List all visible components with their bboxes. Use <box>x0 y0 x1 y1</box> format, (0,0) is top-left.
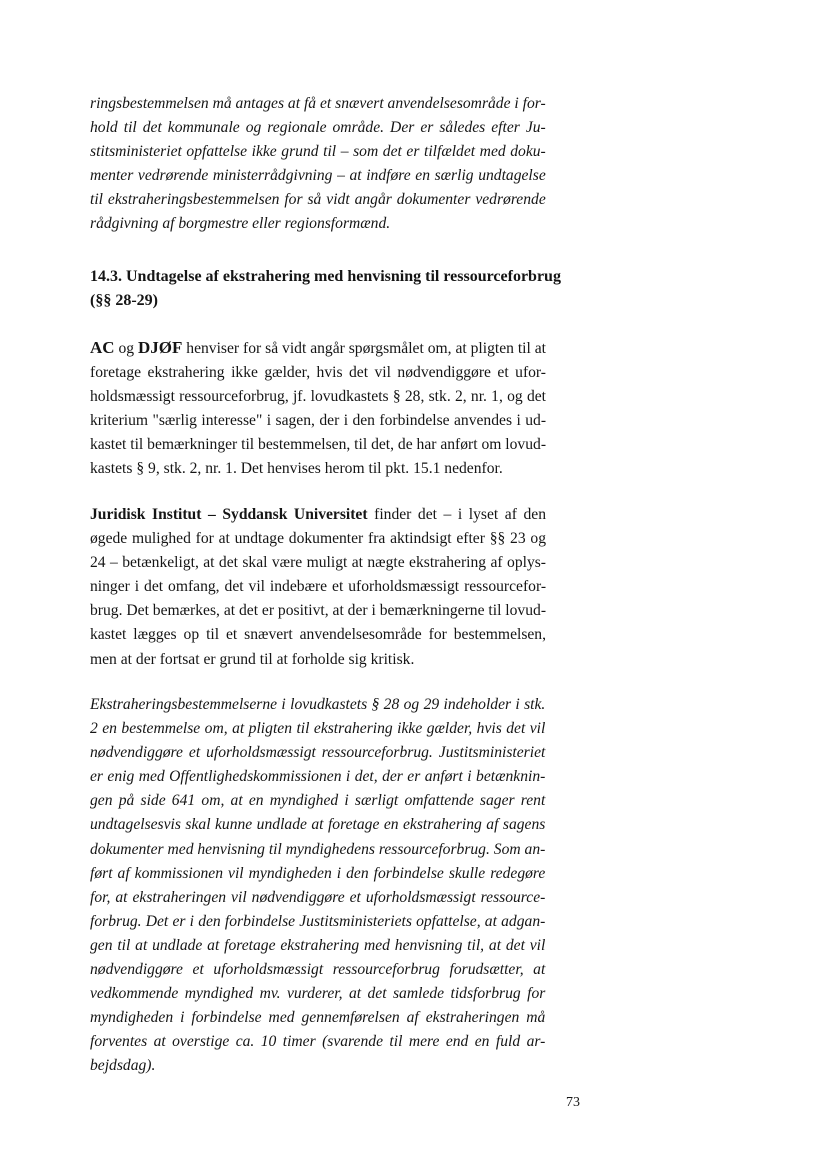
org-name-djof: DJØF <box>137 338 183 357</box>
paragraph-ac-djof <box>90 336 546 482</box>
text-line: forbrug. Det er i den forbindelse Justitsministeriets opfattelse, at adgan- <box>90 912 546 930</box>
text-line: kastet lægges op til et snævert anvendelsesområde for bestemmelsen, <box>90 626 547 644</box>
text-line: foretage ekstrahering ikke gælder, hvis det vil nødvendiggøre et ufor- <box>90 364 547 382</box>
text-line: ringsbestemmelsen må antages at få et snævert anvendelsesområde i for- <box>90 95 546 112</box>
text-line: ført af kommissionen vil myndigheden i den forbindelse skulle redegøre <box>90 864 546 882</box>
text-line: kastet til bemærkninger til bestemmelsen, til det, de har anført om lovud- <box>90 436 547 454</box>
text-fragment: finder det – i lyset af den <box>367 506 546 523</box>
text-line: er enig med Offentlighedskommissionen i det, der er anført i betænknin- <box>90 768 546 786</box>
text-line: for, at ekstraheringen vil nødvendiggøre et uforholdsmæssigt ressource- <box>90 888 546 906</box>
text-line: hold til det kommunale og regionale område. Der er således efter Ju- <box>90 119 546 137</box>
text-line: menter vedrørende ministerrådgivning – at indføre en særlig undtagelse <box>90 167 546 185</box>
text-line: kriterium "særlig interesse" i sagen, der i den forbindelse anvendes i ud- <box>90 412 547 430</box>
org-name-juridisk-institut: Juridisk Institut – Syddansk Universitet <box>90 506 368 523</box>
text-line: myndigheden i forbindelse med gennemførelsen af ekstraheringen må <box>90 1009 546 1027</box>
section-heading <box>90 265 561 313</box>
text-line: Ekstraheringsbestemmelserne i lovudkastets § 28 og 29 indeholder i stk. <box>90 696 546 713</box>
org-name-ac: AC <box>90 338 115 357</box>
paragraph-juridisk-institut <box>90 503 546 672</box>
text-line: 24 – betænkeligt, at det skal være muligt at nægte ekstrahering af oplys- <box>90 554 547 572</box>
text-line: brug. Det bemærkes, at det er positivt, at der i bemærkningerne til lovud- <box>90 602 547 620</box>
text-line: stitsministeriet opfattelse ikke grund til – som det er tilfældet med doku- <box>90 143 546 161</box>
text-line: øgede mulighed for at undtage dokumenter fra aktindsigt efter §§ 23 og <box>90 530 547 548</box>
text-line: holdsmæssigt ressourceforbrug, jf. lovudkastets § 28, stk. 2, nr. 1, og det <box>90 388 547 406</box>
text-line: nødvendiggøre et uforholdsmæssigt ressourceforbrug forudsætter, at <box>90 961 546 979</box>
text-line: men at der fortsat er grund til at forholde sig kritisk. <box>90 650 415 668</box>
page-number: 73 <box>566 1095 580 1110</box>
paragraph-ministry-opinion-1 <box>90 92 546 237</box>
text-line: kastets § 9, stk. 2, nr. 1. Det henvises herom til pkt. 15.1 nedenfor. <box>90 460 503 478</box>
text-fragment: henviser for så vidt angår spørgsmålet om, at pligten til at <box>182 340 547 357</box>
text-line: til ekstraheringsbestemmelsen for så vidt angår dokumenter vedrørende <box>90 191 546 209</box>
text-line: dokumenter med henvisning til myndighedens ressourceforbrug. Som an- <box>90 840 546 858</box>
text-line: forventes at overstige ca. 10 timer (svarende til mere end en fuld ar- <box>90 1033 546 1051</box>
text-line: rådgivning af borgmestre eller regionsformænd. <box>90 215 391 233</box>
text-line: nødvendiggøre et uforholdsmæssigt ressourceforbrug. Justitsministeriet <box>90 744 546 762</box>
text-line: bejdsdag). <box>90 1057 156 1075</box>
text-line: ninger i det omfang, det vil indebære et uforholdsmæssigt ressourcefor- <box>90 578 547 596</box>
heading-line: 14.3. Undtagelse af ekstrahering med henvisning til ressourceforbrug <box>90 268 561 285</box>
heading-line: (§§ 28-29) <box>90 292 158 309</box>
text-line <box>90 336 546 361</box>
text-fragment: og <box>114 340 138 357</box>
paragraph-ministry-opinion-2 <box>90 693 545 1079</box>
text-line <box>90 503 546 527</box>
text-line: 2 en bestemmelse om, at pligten til ekstrahering ikke gælder, hvis det vil <box>90 720 546 738</box>
text-line: gen til at undlade at foretage ekstrahering med henvisning til, at det vil <box>90 936 546 954</box>
text-line: gen på side 641 om, at en myndighed i særligt omfattende sager rent <box>90 792 546 810</box>
text-line: undtagelsesvis skal kunne undlade at foretage en ekstrahering af sagens <box>90 816 546 834</box>
text-line: vedkommende myndighed mv. vurderer, at det samlede tidsforbrug for <box>90 985 546 1003</box>
